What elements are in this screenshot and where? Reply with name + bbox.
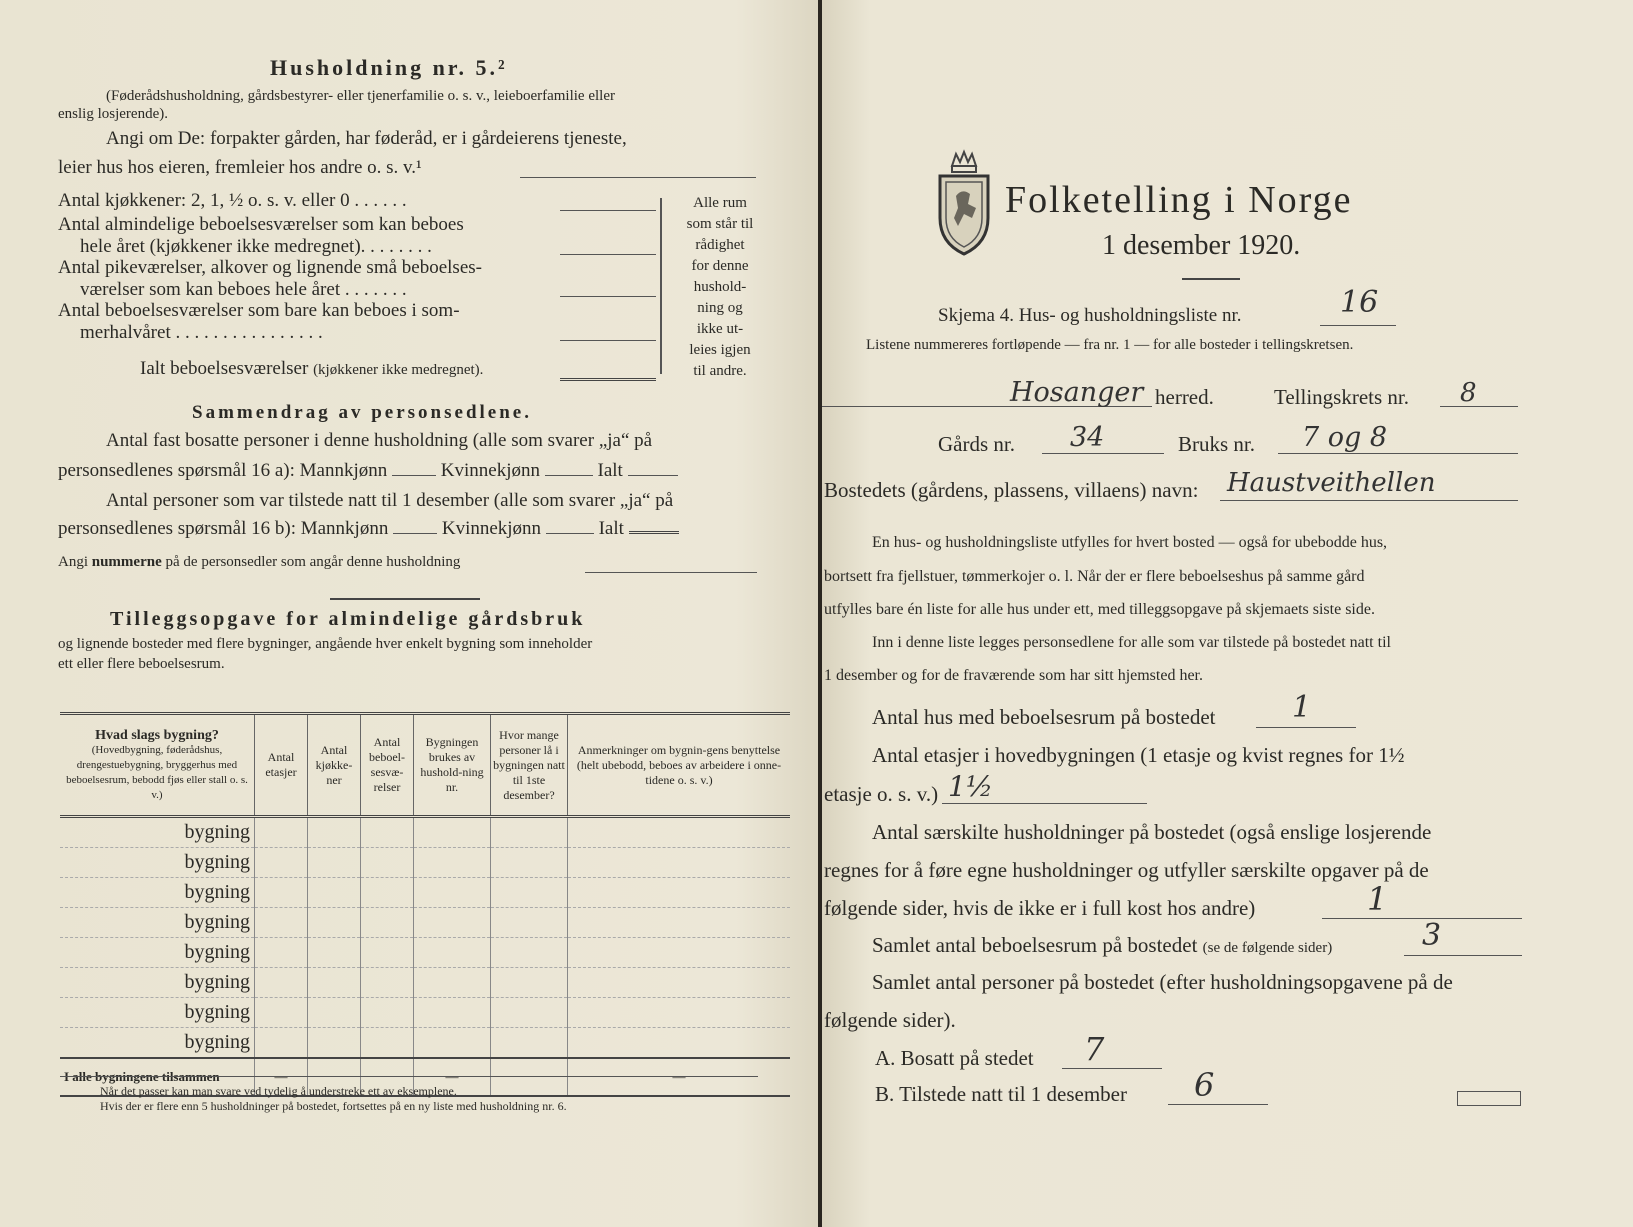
bruks-value[interactable]: 7 og 8 [1302, 422, 1388, 453]
tilstede-label: B. Tilstede natt til 1 desember [875, 1082, 1127, 1106]
q-summer-rooms-1: Antal beboelsesværelser som bare kan beboes i som- [58, 300, 460, 321]
col-remarks: Anmerkninger om bygnin-gens benyttelse (helt ubebodd, beboes av arbeidere i onne-tidene o. s. v.) [568, 714, 791, 817]
hus-label: Antal hus med beboelsesrum på bostedet [872, 705, 1216, 729]
cell[interactable] [491, 1028, 568, 1059]
bosted-line [1220, 500, 1518, 501]
tillegg-line-2: ett eller flere beboelsesrum. [58, 656, 225, 672]
cell[interactable] [568, 908, 791, 938]
skjema-nr-value[interactable]: 16 [1340, 285, 1379, 320]
samlet-pers-line-1: Samlet antal personer på bostedet (efter husholdningsopgavene på de [872, 970, 1453, 994]
side-note-line: for denne [691, 258, 749, 274]
samlet-rum-note: (se de følgende sider) [1202, 940, 1333, 956]
cell[interactable] [308, 817, 361, 848]
cell[interactable] [414, 998, 491, 1028]
footnote-2: Hvis der er flere enn 5 husholdninger på bostedet, fortsettes på en ny liste med husholdning nr. 6. [100, 1099, 567, 1113]
row-label: bygning [60, 998, 255, 1028]
cell[interactable] [255, 998, 308, 1028]
s2-female-field[interactable] [546, 533, 594, 534]
s2-female-label: Kvinnekjønn [441, 518, 542, 539]
tellingskrets-label: Tellingskrets nr. [1274, 385, 1410, 409]
s1-female-label: Kvinnekjønn [440, 460, 540, 481]
answer-line-2 [560, 254, 656, 255]
gards-label: Gårds nr. [938, 432, 1015, 456]
row-label: bygning [60, 848, 255, 878]
cell[interactable] [308, 968, 361, 998]
samlet-rum [872, 933, 1332, 958]
tellingskrets-value[interactable]: 8 [1460, 378, 1477, 408]
angi-nummerne-b: på de personsedler som angår denne husholdning [165, 554, 461, 570]
gards-line [1042, 453, 1164, 454]
cell[interactable] [361, 848, 414, 878]
tillegg-line-1: og lignende bosteder med flere bygninger, angående hver enkelt bygning som inneholder [58, 636, 593, 652]
skjema-label: Skjema 4. Hus- og husholdningsliste nr. [938, 305, 1242, 326]
side-brace [660, 198, 666, 374]
cell[interactable] [255, 1028, 308, 1059]
total-label: I alle bygningene tilsammen [60, 1058, 255, 1096]
bruks-line [1278, 453, 1518, 454]
cell[interactable] [308, 1028, 361, 1059]
right-page [822, 0, 1633, 1227]
side-note-line: rådighet [695, 237, 745, 253]
cell[interactable] [568, 998, 791, 1028]
gards-value[interactable]: 34 [1070, 422, 1105, 453]
s1-line-1: Antal fast bosatte personer i denne husholdning (alle som svarer „ja“ på [106, 430, 653, 451]
cell[interactable] [491, 908, 568, 938]
q-rooms-2: hele året (kjøkkener ikke medregnet). . . . . . . . [80, 236, 432, 257]
q-maid-rooms-1: Antal pikeværelser, alkover og lignende små beboelses- [58, 257, 482, 278]
total-floors[interactable]: — [255, 1058, 308, 1096]
cell[interactable] [491, 848, 568, 878]
cell[interactable] [568, 938, 791, 968]
cell[interactable] [255, 817, 308, 848]
row-label: bygning [60, 968, 255, 998]
cell[interactable] [491, 938, 568, 968]
printer-stamp-icon [1457, 1091, 1521, 1106]
answer-line-4 [560, 340, 656, 341]
cell[interactable] [308, 938, 361, 968]
row-label: bygning [60, 1028, 255, 1059]
footnote-1: Når det passer kan man svare ved tydelig å understreke ett av eksemplene. [100, 1084, 457, 1098]
col-kitchens: Antal kjøkke-ner [308, 714, 361, 817]
ialt-text: Ialt beboelsesværelser [140, 358, 309, 379]
s2-text: personsedlenes spørsmål 16 b): Mannkjønn [58, 518, 389, 539]
table-row [60, 938, 790, 968]
saerskilte-line-3: følgende sider, hvis de ikke er i full kost hos andre) [824, 896, 1256, 920]
sammendrag-title: Sammendrag av personsedlene. [192, 402, 532, 423]
table-row [60, 848, 790, 878]
hus-value[interactable]: 1 [1292, 690, 1312, 725]
s2-male-field[interactable] [393, 533, 437, 534]
q-maid-rooms-2: værelser som kan beboes hele året . . . . . . . [80, 279, 407, 300]
angi-nummerne-bold: nummerne [91, 554, 162, 570]
col-rooms: Antal beboel-sesvæ-relser [361, 714, 414, 817]
building-table [60, 712, 790, 1097]
cell[interactable] [491, 878, 568, 908]
total-remarks[interactable]: — [568, 1058, 791, 1096]
etasjer-line-2: etasje o. s. v.) [824, 782, 939, 806]
samlet-rum-value[interactable]: 3 [1422, 918, 1442, 953]
col-persons: Hvor mange personer lå i bygningen natt til 1ste desember? [491, 714, 568, 817]
cell[interactable] [308, 998, 361, 1028]
col-building-type-note: (Hovedbygning, føderådshus, drengestuebygning, bryggerhus med beboelsesrum, bebodd fjøs eller stall o. s. v.) [66, 743, 248, 801]
row-label: bygning [60, 938, 255, 968]
s1-total-field[interactable] [628, 475, 678, 476]
s1-total-label: Ialt [597, 460, 623, 481]
tellingskrets-line [1440, 406, 1518, 407]
info-line-4: Inn i denne liste legges personsedlene for alle som var tilstede på bostedet natt til [872, 634, 1391, 651]
cell[interactable] [414, 968, 491, 998]
samlet-rum-label: Samlet antal beboelsesrum på bostedet [872, 933, 1198, 957]
side-note-line: som står til [686, 216, 754, 232]
cell[interactable] [414, 878, 491, 908]
cell[interactable] [255, 908, 308, 938]
cell[interactable] [414, 1028, 491, 1059]
samlet-rum-line [1404, 955, 1522, 956]
cell[interactable] [361, 938, 414, 968]
q-rooms-1: Antal almindelige beboelsesværelser som kan beboes [58, 214, 464, 235]
footnote-divider [60, 1076, 758, 1077]
bosatt-value[interactable]: 7 [1084, 1030, 1105, 1068]
tillegg-title: Tilleggsopgave for almindelige gårdsbruk [110, 608, 586, 630]
s1-male-field[interactable] [392, 475, 436, 476]
total-persons[interactable] [491, 1058, 568, 1096]
ialt-note: (kjøkkener ikke medregnet). [313, 362, 484, 378]
col-household-nr: Bygningen brukes av hushold-ning nr. [414, 714, 491, 817]
etasjer-line-1: Antal etasjer i hovedbygningen (1 etasje og kvist regnes for 1½ [872, 743, 1405, 767]
total-household[interactable]: — [414, 1058, 491, 1096]
cell[interactable] [308, 878, 361, 908]
side-note-line: Alle rum [693, 195, 747, 211]
bosatt-label: A. Bosatt på stedet [875, 1046, 1034, 1070]
section-divider [330, 598, 480, 600]
table-header-row [60, 714, 790, 817]
cell[interactable] [414, 817, 491, 848]
q-kitchens: Antal kjøkkener: 2, 1, ½ o. s. v. eller 0 . . . . . . [58, 190, 407, 211]
table-row [60, 817, 790, 848]
cell[interactable] [361, 1028, 414, 1059]
col-building-type [60, 714, 255, 817]
etasjer-line [942, 803, 1147, 804]
hus-line [1256, 727, 1356, 728]
listene-note: Listene nummereres fortløpende — fra nr. 1 — for alle bosteder i tellingskretsen. [866, 337, 1354, 353]
cell[interactable] [568, 848, 791, 878]
saerskilte-value[interactable]: 1 [1367, 880, 1388, 918]
info-line-5: 1 desember og for de fraværende som har sitt hjemsted her. [824, 667, 1203, 684]
census-title: Folketelling i Norge [1005, 179, 1353, 221]
info-line-3: utfylles bare én liste for alle hus under ett, med tilleggsopgave på skjemaets siste side. [824, 601, 1375, 618]
angi-nummerne [58, 554, 460, 571]
cell[interactable] [414, 848, 491, 878]
bosted-label: Bostedets (gårdens, plassens, villaens) navn: [824, 478, 1199, 502]
s2-total-label: Ialt [598, 518, 624, 539]
ialt-label [140, 358, 483, 380]
census-date: 1 desember 1920. [1102, 230, 1301, 261]
table-row [60, 998, 790, 1028]
cell[interactable] [255, 848, 308, 878]
side-note-line: til andre. [693, 363, 747, 379]
cell[interactable] [361, 878, 414, 908]
cell[interactable] [414, 908, 491, 938]
tilstede-value[interactable]: 6 [1194, 1066, 1215, 1104]
cell[interactable] [491, 998, 568, 1028]
cell[interactable] [568, 817, 791, 848]
ialt-answer-line [560, 378, 656, 381]
household-title: Husholdning nr. 5.² [270, 55, 508, 80]
nummerne-fill-line [585, 572, 757, 573]
info-line-2: bortsett fra fjellstuer, tømmerkojer o. l. Når der er flere beboelseshus på samme gård [824, 568, 1365, 585]
s2-line-1: Antal personer som var tilstede natt til 1 desember (alle som svarer „ja“ på [106, 490, 674, 511]
etasjer-value[interactable]: 1½ [948, 770, 993, 803]
row-label: bygning [60, 878, 255, 908]
s1-text: personsedlenes spørsmål 16 a): Mannkjønn [58, 460, 388, 481]
cell[interactable] [255, 968, 308, 998]
tilstede-line [1168, 1104, 1268, 1105]
side-note-line: leies igjen [689, 342, 751, 358]
s2-line-2 [58, 518, 679, 540]
cell[interactable] [361, 817, 414, 848]
s2-total-field[interactable] [629, 531, 679, 534]
household-subtitle-2: enslig losjerende). [58, 106, 168, 122]
col-floors: Antal etasjer [255, 714, 308, 817]
s1-line-2 [58, 460, 678, 482]
bruks-label: Bruks nr. [1178, 432, 1256, 456]
herred-value[interactable]: Hosanger [1010, 377, 1144, 408]
cell[interactable] [361, 968, 414, 998]
answer-line-3 [560, 296, 656, 297]
saerskilte-line-2: regnes for å føre egne husholdninger og utfyller særskilte opgaver på de [824, 858, 1429, 882]
household-subtitle-1: (Føderådshusholdning, gårdsbestyrer- eller tjenerfamilie o. s. v., leieboerfamilie eller [106, 88, 615, 104]
herred-label: herred. [1155, 385, 1214, 409]
title-divider [1182, 278, 1240, 280]
side-note-line: ning og [697, 300, 743, 316]
cell[interactable] [308, 848, 361, 878]
answer-line-1 [560, 210, 656, 211]
samlet-pers-line-2: følgende sider). [824, 1008, 956, 1032]
angi-line-2: leier hus hos eieren, fremleier hos andre o. s. v.¹ [58, 157, 422, 178]
table-row [60, 878, 790, 908]
table-row [60, 968, 790, 998]
info-line-1: En hus- og husholdningsliste utfylles for hvert bosted — også for ubebodde hus, [872, 534, 1388, 551]
cell[interactable] [361, 908, 414, 938]
cell[interactable] [491, 968, 568, 998]
row-label: bygning [60, 817, 255, 848]
cell[interactable] [568, 1028, 791, 1059]
col-building-type-title: Hvad slags bygning? [95, 727, 219, 743]
angi-fill-line [520, 177, 756, 178]
cell[interactable] [414, 938, 491, 968]
bosted-value[interactable]: Haustveithellen [1227, 468, 1436, 498]
cell[interactable] [568, 968, 791, 998]
table-row [60, 908, 790, 938]
cell[interactable] [255, 938, 308, 968]
side-note-line: hushold- [693, 279, 747, 295]
cell[interactable] [308, 908, 361, 938]
norway-coat-of-arms-icon [932, 148, 996, 258]
row-label: bygning [60, 908, 255, 938]
cell[interactable] [568, 878, 791, 908]
s1-female-field[interactable] [545, 475, 593, 476]
cell[interactable] [255, 878, 308, 908]
cell[interactable] [491, 817, 568, 848]
skjema-nr-line [1320, 325, 1396, 326]
table-row [60, 1028, 790, 1059]
saerskilte-line-1: Antal særskilte husholdninger på bostedet (også enslige losjerende [872, 820, 1432, 844]
bosatt-line [1062, 1068, 1162, 1069]
cell[interactable] [361, 998, 414, 1028]
side-note [672, 193, 768, 382]
angi-line-1: Angi om De: forpakter gården, har føderåd, er i gårdeierens tjeneste, [106, 128, 627, 149]
q-summer-rooms-2: merhalvåret . . . . . . . . . . . . . . . . [80, 322, 323, 343]
angi-nummerne-a: Angi [58, 554, 88, 570]
side-note-line: ikke ut- [696, 321, 744, 337]
